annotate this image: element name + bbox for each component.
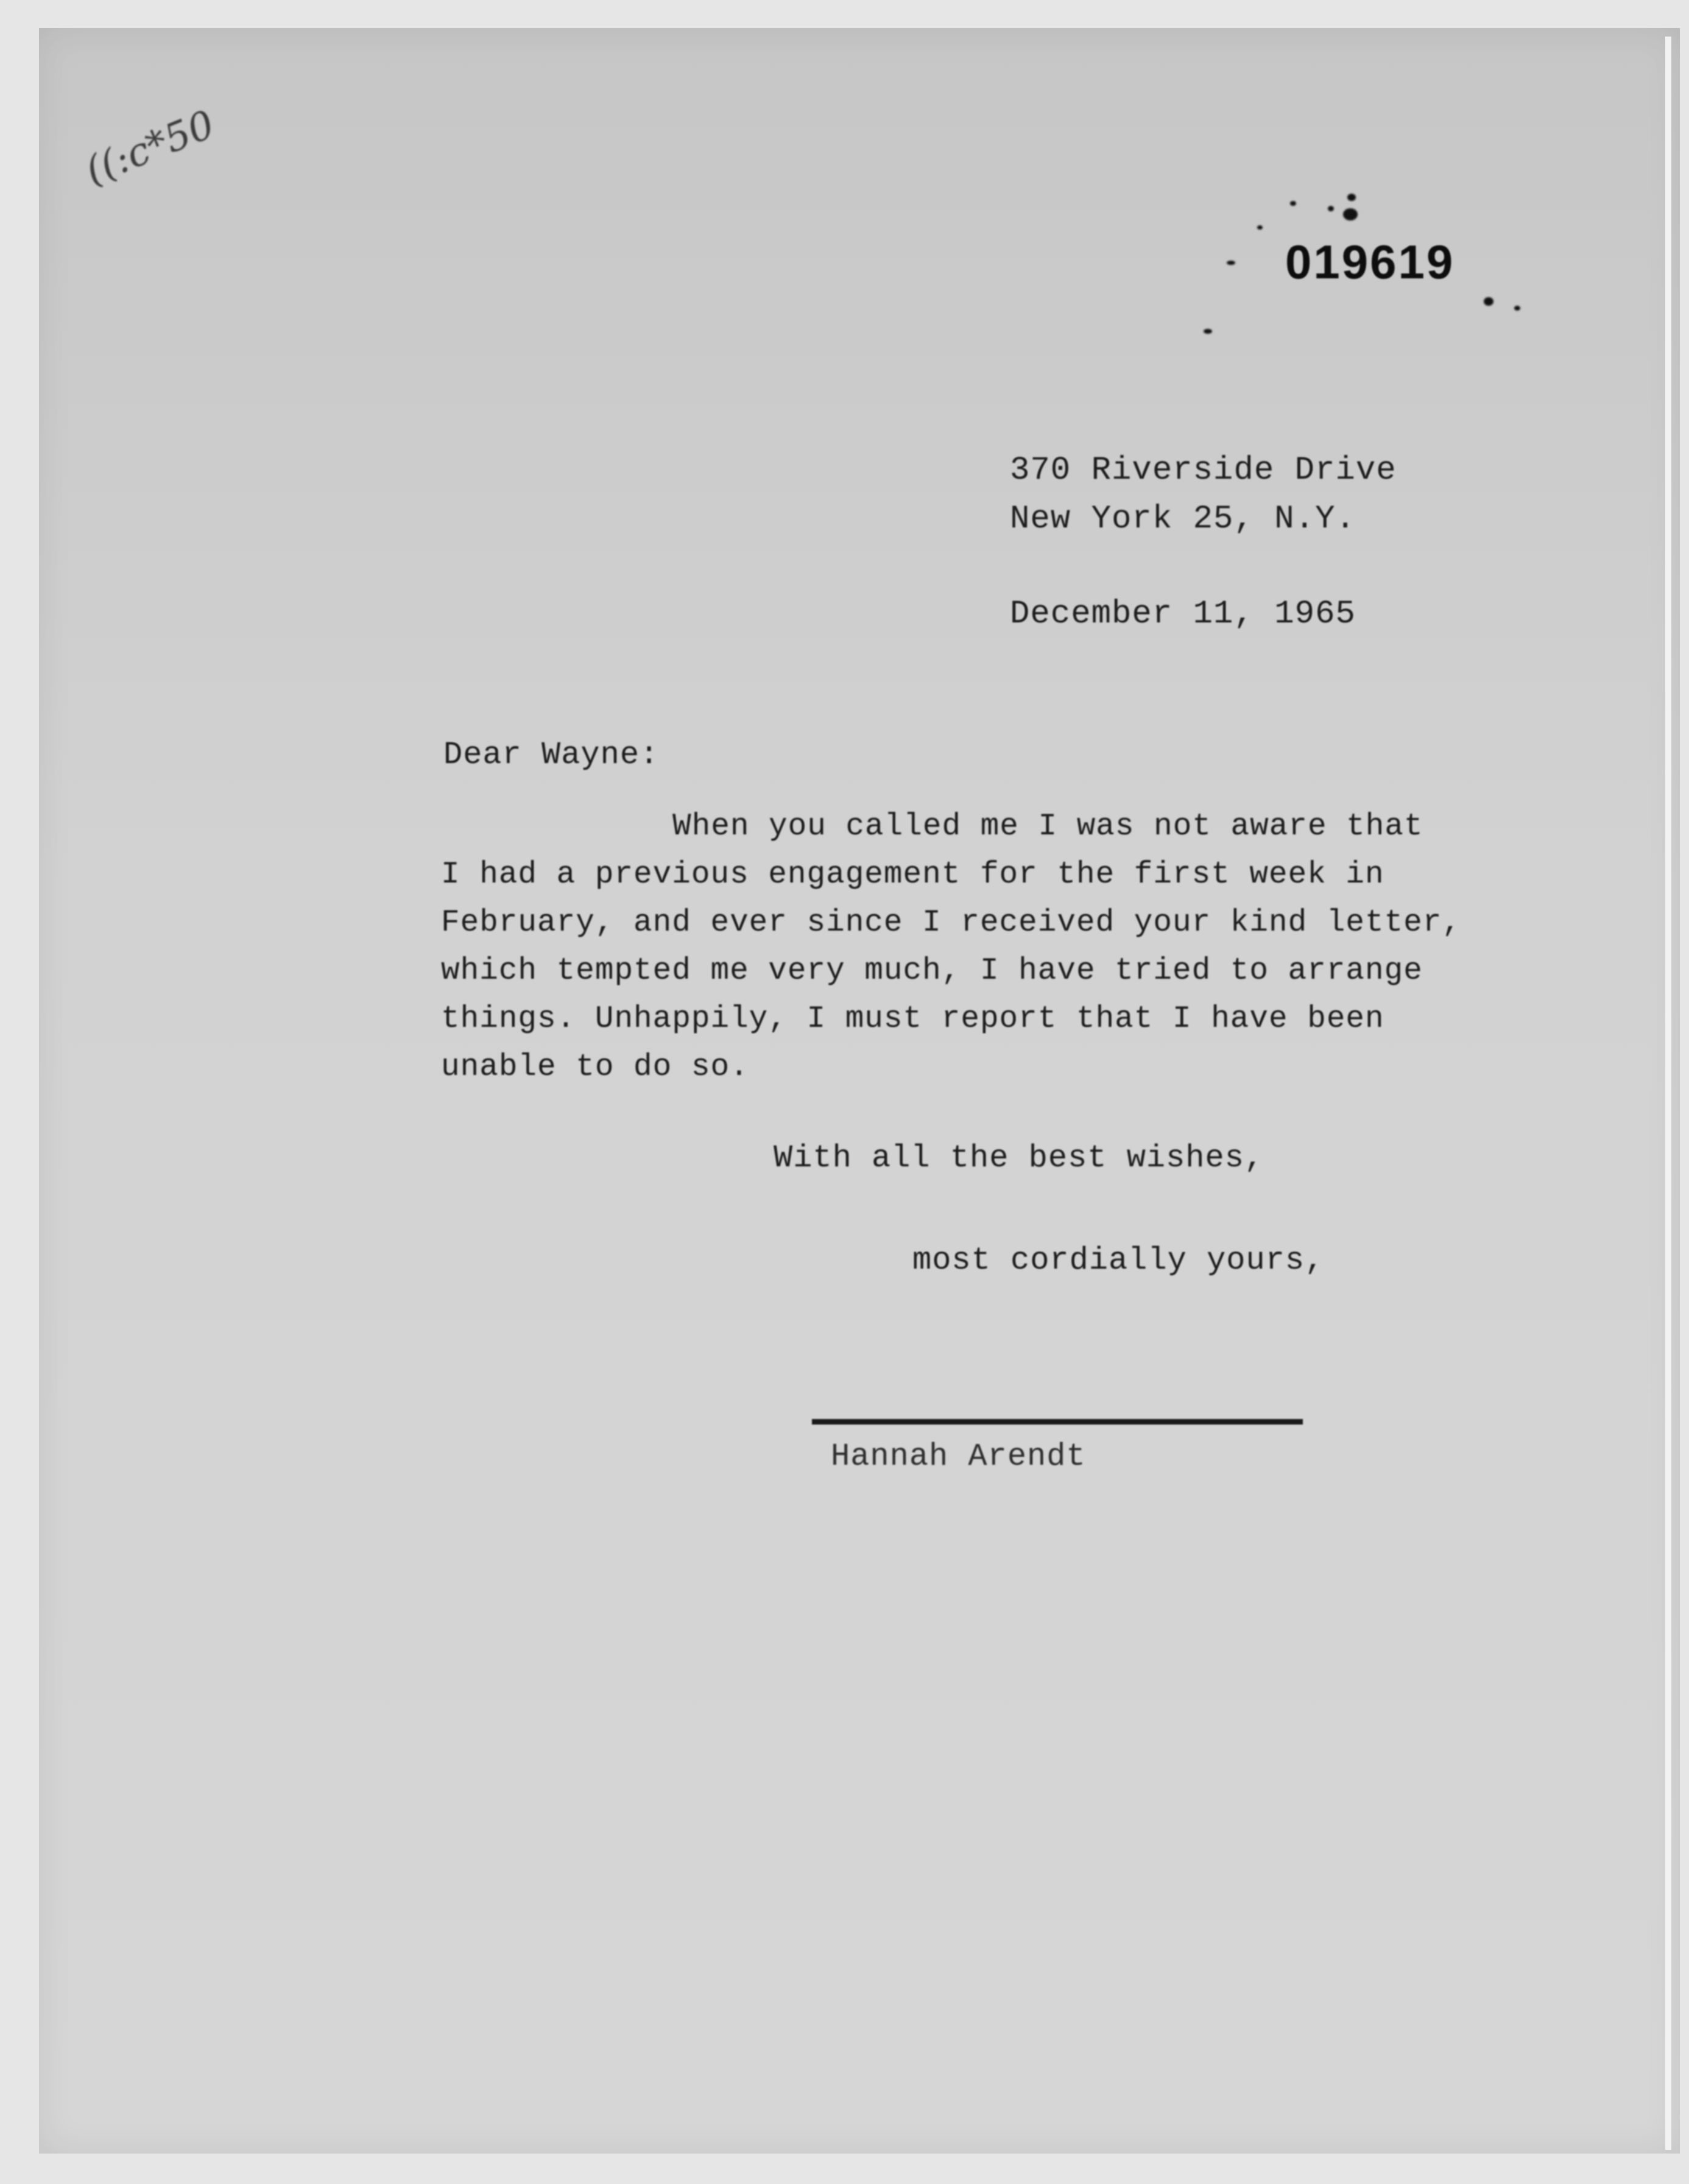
ink-speck (1328, 206, 1334, 211)
archive-stamp-number: 019619 (1285, 235, 1455, 289)
ink-speck (1343, 208, 1358, 220)
body-line: which tempted me very much, I have tried to arrange (441, 954, 1423, 988)
body-line: I had a previous engagement for the first week in (441, 858, 1384, 892)
letter-date: December 11, 1965 (1010, 596, 1356, 633)
ink-speck (1257, 225, 1263, 230)
page-edge (1665, 37, 1671, 2150)
body-line: February, and ever since I received your kind letter, (441, 906, 1462, 940)
letter-body (441, 803, 1461, 1091)
body-line: When you called me I was not aware that (672, 809, 1423, 844)
closing-wishes: With all the best wishes, (774, 1140, 1264, 1176)
ink-speck (1484, 297, 1493, 306)
ink-speck (1227, 261, 1235, 265)
signature-line (812, 1419, 1303, 1425)
body-line: things. Unhappily, I must report that I have been (441, 1002, 1384, 1037)
ink-speck (1514, 306, 1520, 311)
sender-address-line-1: 370 Riverside Drive (1010, 452, 1397, 489)
sender-address-line-2: New York 25, N.Y. (1010, 501, 1356, 538)
ink-speck (1290, 201, 1296, 206)
closing-complimentary: most cordially yours, (912, 1242, 1325, 1278)
handwritten-archive-note: ((:c*50 (79, 102, 221, 194)
ink-speck (1347, 194, 1356, 201)
ink-speck (1204, 329, 1212, 334)
body-line: unable to do so. (441, 1050, 749, 1085)
signer-name: Hannah Arendt (831, 1439, 1086, 1474)
salutation: Dear Wayne: (443, 737, 660, 773)
